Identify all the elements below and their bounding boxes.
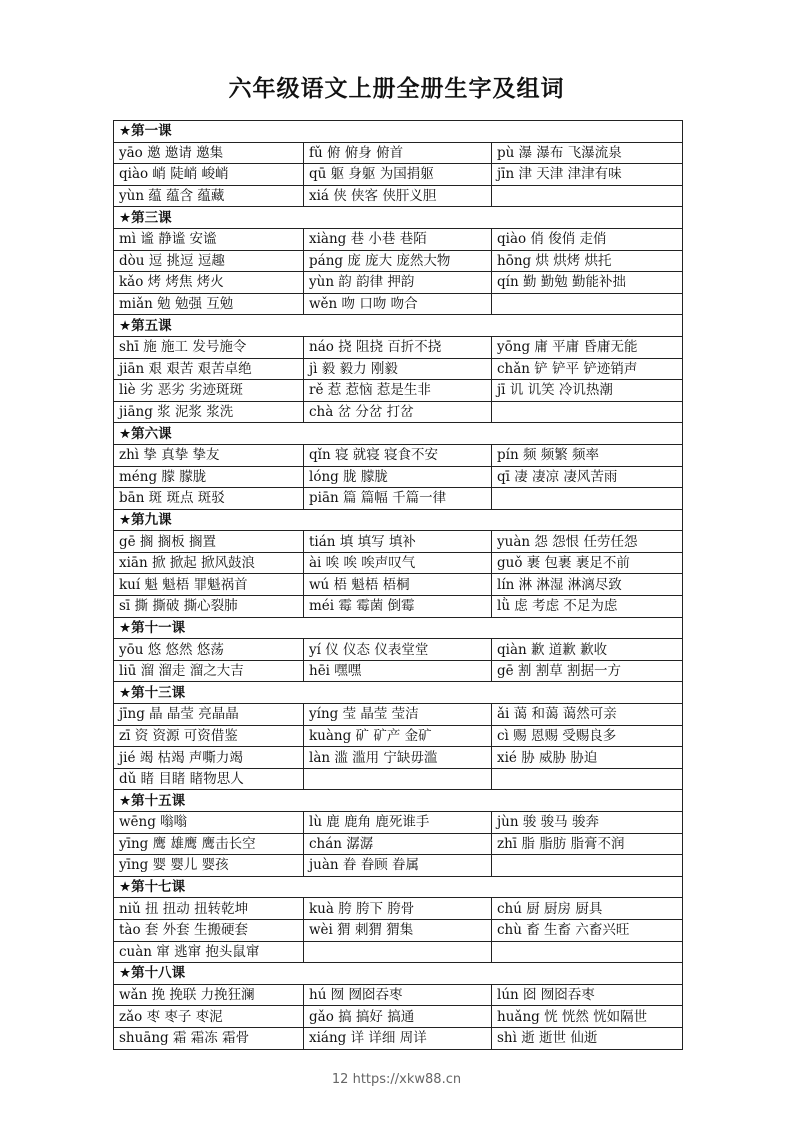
table-row (114, 444, 683, 466)
vocab-cell: kǎo 烤 烤焦 烤火 (114, 272, 304, 294)
table-row (114, 336, 683, 358)
vocab-cell: qū 躯 身躯 为国捐躯 (304, 164, 492, 186)
vocabulary-table (113, 120, 683, 1050)
vocab-cell: cuàn 窜 逃窜 抱头鼠窜 (114, 941, 304, 963)
table-row (114, 185, 683, 207)
vocab-cell: yīng 鹰 雄鹰 鹰击长空 (114, 833, 304, 855)
table-row (114, 747, 683, 769)
table-row (114, 984, 683, 1006)
vocab-cell: gē 搁 搁板 搁置 (114, 531, 304, 553)
table-row (114, 596, 683, 618)
vocab-cell: lǜ 虑 考虑 不足为虑 (492, 596, 683, 618)
vocab-cell: piān 篇 篇幅 千篇一律 (304, 488, 492, 510)
vocab-cell: shuāng 霜 霜冻 霜骨 (114, 1027, 304, 1049)
vocab-cell: fǔ 俯 俯身 俯首 (304, 142, 492, 164)
table-row (114, 639, 683, 661)
vocab-cell: hōng 烘 烘烤 烘托 (492, 250, 683, 272)
vocab-cell (492, 855, 683, 877)
vocab-cell: hēi 嘿嘿 (304, 660, 492, 682)
vocab-cell: shī 施 施工 发号施令 (114, 336, 304, 358)
vocab-cell: yùn 韵 韵律 押韵 (304, 272, 492, 294)
table-row (114, 768, 683, 790)
vocab-cell: yíng 莹 晶莹 莹洁 (304, 704, 492, 726)
vocab-cell: lín 淋 淋湿 淋漓尽致 (492, 574, 683, 596)
vocab-cell: lù 鹿 鹿角 鹿死谁手 (304, 812, 492, 834)
lesson-header-row (114, 876, 683, 898)
vocab-cell (492, 293, 683, 315)
table-row (114, 704, 683, 726)
vocab-cell: hú 囫 囫囵吞枣 (304, 984, 492, 1006)
vocab-cell: jīng 晶 晶莹 亮晶晶 (114, 704, 304, 726)
vocab-cell: ǎi 蔼 和蔼 蔼然可亲 (492, 704, 683, 726)
vocab-cell: mì 谧 静谧 安谧 (114, 228, 304, 250)
lesson-title: ★第一课 (114, 121, 683, 143)
vocab-cell: cì 赐 恩赐 受赐良多 (492, 725, 683, 747)
vocab-cell: sī 撕 撕破 撕心裂肺 (114, 596, 304, 618)
lesson-title: ★第十五课 (114, 790, 683, 812)
vocab-cell: qiào 峭 陡峭 峻峭 (114, 164, 304, 186)
vocab-cell: kuà 胯 胯下 胯骨 (304, 898, 492, 920)
vocab-cell: shì 逝 逝世 仙逝 (492, 1027, 683, 1049)
lesson-header-row (114, 423, 683, 445)
vocab-cell: wú 梧 魁梧 梧桐 (304, 574, 492, 596)
lesson-title: ★第十七课 (114, 876, 683, 898)
vocab-cell: liū 溜 溜走 溜之大吉 (114, 660, 304, 682)
table-row (114, 142, 683, 164)
vocab-cell: jiān 艰 艰苦 艰苦卓绝 (114, 358, 304, 380)
vocab-cell: wǎn 挽 挽联 力挽狂澜 (114, 984, 304, 1006)
vocab-cell: ài 唉 唉 唉声叹气 (304, 552, 492, 574)
vocab-cell: gǎo 搞 搞好 搞通 (304, 1006, 492, 1028)
vocab-cell: dǔ 睹 目睹 睹物思人 (114, 768, 304, 790)
table-row (114, 941, 683, 963)
vocab-cell: tián 填 填写 填补 (304, 531, 492, 553)
vocab-cell: jī 讥 讥笑 冷讥热潮 (492, 380, 683, 402)
vocab-cell: bān 斑 斑点 斑驳 (114, 488, 304, 510)
table-row (114, 293, 683, 315)
vocab-cell (492, 768, 683, 790)
vocab-cell: pù 瀑 瀑布 飞瀑流泉 (492, 142, 683, 164)
vocab-cell: kuàng 矿 矿产 金矿 (304, 725, 492, 747)
table-row (114, 466, 683, 488)
vocab-cell (492, 185, 683, 207)
vocab-cell: zhì 挚 真挚 挚友 (114, 444, 304, 466)
table-row (114, 164, 683, 186)
vocab-cell: lún 囵 囫囵吞枣 (492, 984, 683, 1006)
lesson-header-row (114, 207, 683, 229)
vocab-cell: kuí 魁 魁梧 罪魁祸首 (114, 574, 304, 596)
vocab-cell: chǎn 铲 铲平 铲迹销声 (492, 358, 683, 380)
vocab-cell: guǒ 裹 包裹 裹足不前 (492, 552, 683, 574)
vocab-cell: gē 割 割草 割据一方 (492, 660, 683, 682)
table-row (114, 1027, 683, 1049)
vocab-cell (492, 401, 683, 423)
table-row (114, 1006, 683, 1028)
table-row (114, 725, 683, 747)
table-row (114, 919, 683, 941)
vocab-cell: juàn 眷 眷顾 眷属 (304, 855, 492, 877)
table-row (114, 855, 683, 877)
vocab-cell: méng 朦 朦胧 (114, 466, 304, 488)
lesson-header-row (114, 121, 683, 143)
page-footer: 12 https://xkw88.cn (331, 1072, 462, 1087)
vocab-cell: qǐn 寝 就寝 寝食不安 (304, 444, 492, 466)
lesson-header-row (114, 315, 683, 337)
vocab-cell: yuàn 怨 怨恨 任劳任怨 (492, 531, 683, 553)
lesson-title: ★第十三课 (114, 682, 683, 704)
lesson-title: ★第十一课 (114, 617, 683, 639)
vocab-cell: qiàn 歉 道歉 歉收 (492, 639, 683, 661)
table-row (114, 250, 683, 272)
lesson-title: ★第三课 (114, 207, 683, 229)
vocab-cell: zǎo 枣 枣子 枣泥 (114, 1006, 304, 1028)
vocab-cell (492, 488, 683, 510)
lesson-header-row (114, 963, 683, 985)
table-row (114, 660, 683, 682)
vocab-cell: miǎn 勉 勉强 互勉 (114, 293, 304, 315)
lesson-title: ★第五课 (114, 315, 683, 337)
table-row (114, 380, 683, 402)
vocab-cell: pín 频 频繁 频率 (492, 444, 683, 466)
vocab-cell: dòu 逗 挑逗 逗趣 (114, 250, 304, 272)
vocab-cell: méi 霉 霉菌 倒霉 (304, 596, 492, 618)
vocab-cell: jì 毅 毅力 刚毅 (304, 358, 492, 380)
vocab-cell: chán 潺潺 (304, 833, 492, 855)
vocab-cell: rě 惹 惹恼 惹是生非 (304, 380, 492, 402)
vocab-cell: lóng 胧 朦胧 (304, 466, 492, 488)
lesson-header-row (114, 790, 683, 812)
vocab-cell: jié 竭 枯竭 声嘶力竭 (114, 747, 304, 769)
vocab-cell: jīn 津 天津 津津有味 (492, 164, 683, 186)
vocab-cell (492, 941, 683, 963)
vocab-cell: chà 岔 分岔 打岔 (304, 401, 492, 423)
table-row (114, 531, 683, 553)
table-row (114, 228, 683, 250)
vocab-cell: qī 凄 凄凉 凄风苦雨 (492, 466, 683, 488)
vocab-cell: chú 厨 厨房 厨具 (492, 898, 683, 920)
lesson-title: ★第六课 (114, 423, 683, 445)
vocab-cell: jùn 骏 骏马 骏奔 (492, 812, 683, 834)
vocab-cell: wèi 猬 刺猬 猬集 (304, 919, 492, 941)
vocab-cell: huǎng 恍 恍然 恍如隔世 (492, 1006, 683, 1028)
vocab-cell: yīng 婴 婴儿 婴孩 (114, 855, 304, 877)
lesson-title: ★第九课 (114, 509, 683, 531)
lesson-header-row (114, 509, 683, 531)
vocab-cell: làn 滥 滥用 宁缺毋滥 (304, 747, 492, 769)
table-row (114, 358, 683, 380)
vocab-cell: tào 套 外套 生搬硬套 (114, 919, 304, 941)
vocab-cell: wēng 嗡嗡 (114, 812, 304, 834)
vocab-cell: qín 勤 勤勉 勤能补拙 (492, 272, 683, 294)
lesson-header-row (114, 682, 683, 704)
table-row (114, 401, 683, 423)
vocab-cell: zhī 脂 脂肪 脂膏不润 (492, 833, 683, 855)
vocab-cell (304, 768, 492, 790)
vocabulary-table-body (114, 121, 683, 1050)
vocab-cell: xiáng 详 详细 周详 (304, 1027, 492, 1049)
vocab-cell: yāo 邀 邀请 邀集 (114, 142, 304, 164)
vocab-cell: yōu 悠 悠然 悠荡 (114, 639, 304, 661)
vocab-cell: xiá 侠 侠客 侠肝义胆 (304, 185, 492, 207)
table-row (114, 574, 683, 596)
vocab-cell: chù 畜 生畜 六畜兴旺 (492, 919, 683, 941)
vocab-cell: náo 挠 阻挠 百折不挠 (304, 336, 492, 358)
lesson-header-row (114, 617, 683, 639)
vocab-cell: xiàng 巷 小巷 巷陌 (304, 228, 492, 250)
vocab-cell: niǔ 扭 扭动 扭转乾坤 (114, 898, 304, 920)
vocab-cell: wěn 吻 口吻 吻合 (304, 293, 492, 315)
vocab-cell: yùn 蕴 蕴含 蕴藏 (114, 185, 304, 207)
vocab-cell: páng 庞 庞大 庞然大物 (304, 250, 492, 272)
lesson-title: ★第十八课 (114, 963, 683, 985)
table-row (114, 272, 683, 294)
table-row (114, 833, 683, 855)
vocab-cell: xiān 掀 掀起 掀风鼓浪 (114, 552, 304, 574)
vocab-cell: zī 资 资源 可资借鉴 (114, 725, 304, 747)
page-title: 六年级语文上册全册生字及组词 (228, 76, 565, 102)
table-row (114, 552, 683, 574)
vocab-cell: jiāng 浆 泥浆 浆洗 (114, 401, 304, 423)
table-row (114, 898, 683, 920)
vocab-cell: xié 胁 威胁 胁迫 (492, 747, 683, 769)
table-row (114, 488, 683, 510)
table-row (114, 812, 683, 834)
vocab-cell: yōng 庸 平庸 昏庸无能 (492, 336, 683, 358)
vocab-cell (304, 941, 492, 963)
vocab-cell: qiào 俏 俊俏 走俏 (492, 228, 683, 250)
vocab-cell: liè 劣 恶劣 劣迹斑斑 (114, 380, 304, 402)
vocab-cell: yí 仪 仪态 仪表堂堂 (304, 639, 492, 661)
